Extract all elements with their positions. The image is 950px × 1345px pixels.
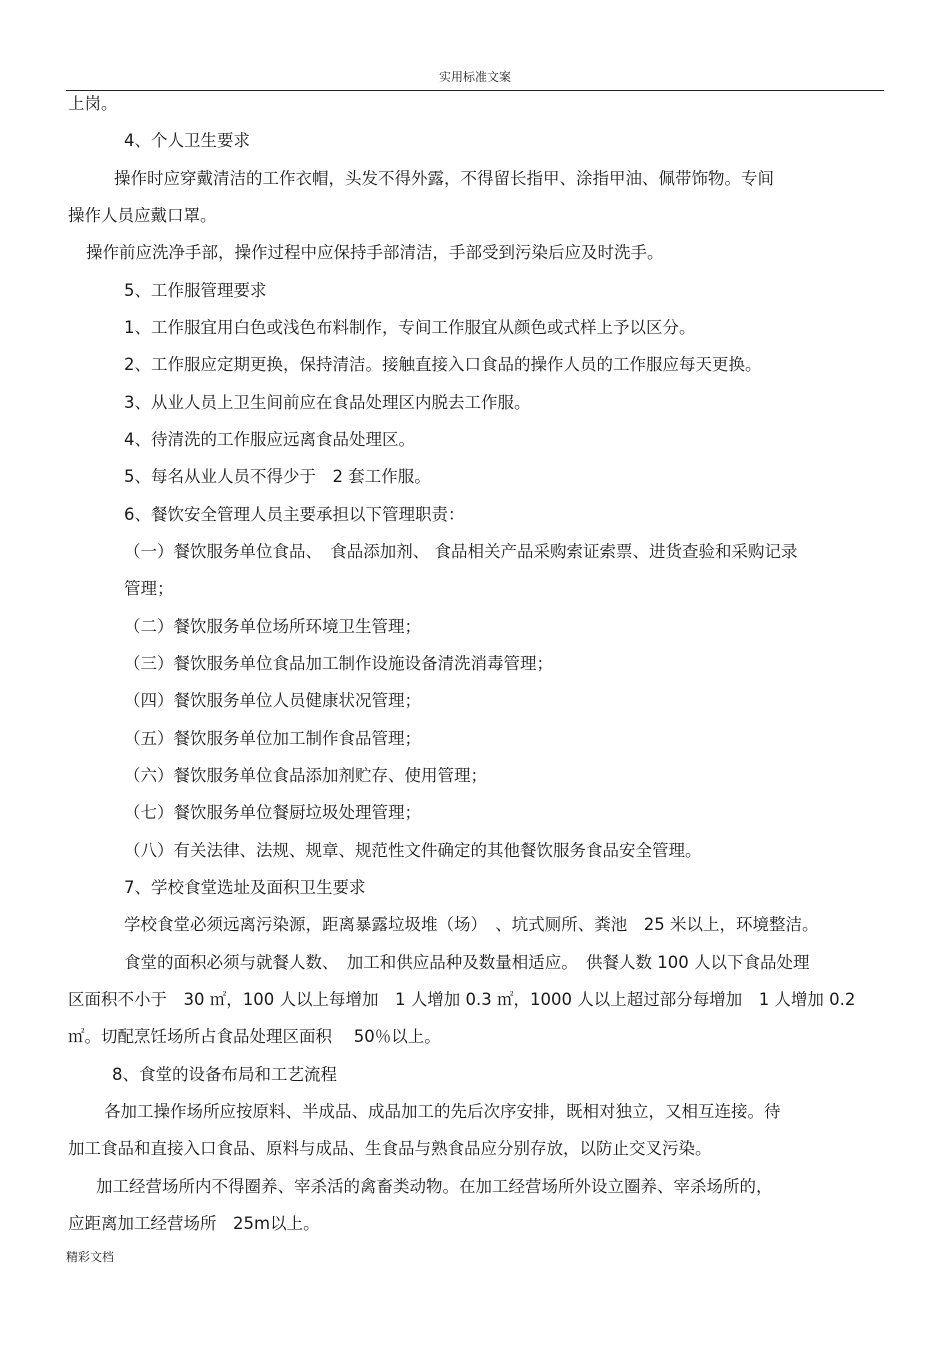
list-item: （一）餐饮服务单位食品、 食品添加剂、 食品相关产品采购索证索票、进货查验和采购记录 [124, 542, 798, 561]
text-line: 区面积不小于 30 ㎡，100 人以上每增加 1 人增加 0.3 ㎡，1000 人以上超过部分每增加 1 人增加 0.2 [68, 990, 856, 1009]
text-line: 操作前应洗净手部，操作过程中应保持手部清洁，手部受到污染后应及时洗手。 [86, 243, 664, 262]
text-line: 操作人员应戴口罩。 [68, 206, 217, 225]
section-heading: 4、个人卫生要求 [124, 131, 250, 150]
list-item: 3、从业人员上卫生间前应在食品处理区内脱去工作服。 [124, 393, 531, 412]
text-line: 食堂的面积必须与就餐人数、 加工和供应品种及数量相适应。 供餐人数 100 人以下食品处理 [124, 953, 810, 972]
list-item: （四）餐饮服务单位人员健康状况管理； [124, 691, 421, 710]
section-heading: 6、餐饮安全管理人员主要承担以下管理职责： [124, 505, 465, 524]
list-item: （三）餐饮服务单位食品加工制作设施设备清洗消毒管理； [124, 654, 553, 673]
text-line: 操作时应穿戴清洁的工作衣帽，头发不得外露，不得留长指甲、涂指甲油、佩带饰物。专间 [114, 169, 774, 188]
section-heading: 5、工作服管理要求 [124, 281, 267, 300]
text-line: 上岗。 [68, 94, 118, 113]
text-line: ㎡。切配烹饪场所占食品处理区面积 50％以上。 [68, 1027, 441, 1046]
list-item: （六）餐饮服务单位食品添加剂贮存、使用管理； [124, 766, 487, 785]
list-item: （八）有关法律、法规、规章、规范性文件确定的其他餐饮服务食品安全管理。 [124, 841, 702, 860]
section-heading: 7、学校食堂选址及面积卫生要求 [124, 878, 366, 897]
list-item: 2、工作服应定期更换，保持清洁。接触直接入口食品的操作人员的工作服应每天更换。 [124, 355, 762, 374]
list-item: 1、工作服宜用白色或浅色布料制作，专间工作服宜从颜色或式样上予以区分。 [124, 318, 696, 337]
list-item: 5、每名从业人员不得少于 2 套工作服。 [124, 467, 431, 486]
list-item: （七）餐饮服务单位餐厨垃圾处理管理； [124, 803, 421, 822]
page-header-title: 实用标准文案 [438, 70, 511, 84]
text-line: 加工食品和直接入口食品、原料与成品、生食品与熟食品应分别存放，以防止交叉污染。 [68, 1139, 712, 1158]
list-item: （二）餐饮服务单位场所环境卫生管理； [124, 617, 421, 636]
page-footer-text: 精彩文档 [66, 1250, 115, 1264]
section-heading: 8、食堂的设备布局和工艺流程 [112, 1065, 337, 1084]
list-item: （五）餐饮服务单位加工制作食品管理； [124, 729, 421, 748]
text-line: 各加工操作场所应按原料、半成品、成品加工的先后次序安排，既相对独立，又相互连接。待 [104, 1102, 781, 1121]
text-line: 管理； [124, 579, 174, 598]
text-line: 学校食堂必须远离污染源，距离暴露垃圾堆（场） 、坑式厕所、粪池 25 米以上，环境整洁。 [124, 915, 819, 934]
list-item: 4、待清洗的工作服应远离食品处理区。 [124, 430, 415, 449]
text-line: 加工经营场所内不得圈养、宰杀活的禽畜类动物。在加工经营场所外设立圈养、宰杀场所的， [96, 1177, 773, 1196]
header-divider [66, 90, 884, 91]
text-line: 应距离加工经营场所 25m以上。 [68, 1214, 320, 1233]
